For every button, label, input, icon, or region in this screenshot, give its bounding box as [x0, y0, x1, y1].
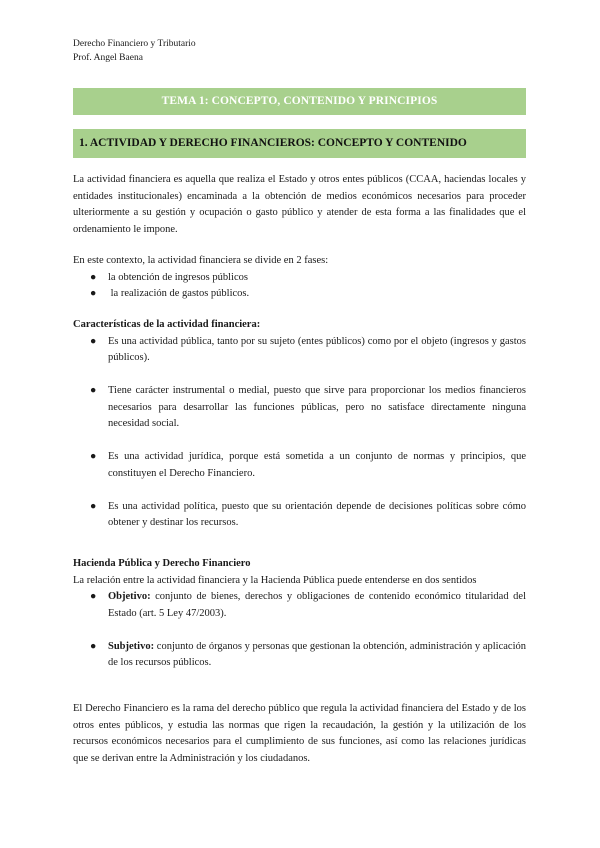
list-item: ● Es una actividad pública, tanto por su sujeto (entes públicos) como por el objeto (ingresos y gastos públicos).: [90, 335, 526, 363]
phases-intro: En este contexto, la actividad financiera se divide en 2 fases:: [73, 255, 329, 266]
bullet-icon: ●: [90, 500, 97, 512]
characteristics-block: [73, 317, 526, 532]
characteristics-heading: Características de la actividad financiera:: [73, 319, 261, 330]
intro-paragraph: La actividad financiera es aquella que realiza el Estado y otros entes públicos (CCAA, haciendas locales y entidades institucionales) encaminada a la obtención de medios económicos necesarios para proceder ulteriormente a su gestión y ocupación o gasto público y atender de esta forma a las finalidades que el ordenamiento le impone.: [73, 174, 526, 235]
hacienda-heading: Hacienda Pública y Derecho Financiero: [73, 558, 251, 569]
list-item: ● Es una actividad jurídica, porque está sometida a un conjunto de normas y principios, que constituyen el Derecho Financiero.: [90, 451, 526, 479]
bullet-icon: ●: [90, 271, 97, 283]
list-item: ● Subjetivo: conjunto de órganos y personas que gestionan la obtención, administración y aplicación de los recursos públicos.: [90, 640, 526, 668]
bullet-icon: ●: [90, 385, 97, 396]
list-item: ● Es una actividad política, puesto que su orientación depende de decisiones políticas sobre cómo obtener y destinar los recursos.: [90, 500, 526, 528]
bullet-icon: ●: [90, 451, 97, 462]
bullet-icon: ●: [90, 335, 97, 347]
bullet-icon: ●: [90, 288, 97, 299]
list-item: ● la realización de gastos públicos.: [73, 286, 526, 303]
bullet-icon: ●: [90, 591, 97, 602]
theme-title-banner: TEMA 1: CONCEPTO, CONTENIDO Y PRINCIPIOS: [73, 88, 526, 115]
list-item: ● Objetivo: conjunto de bienes, derechos y obligaciones de contenido económico titularidad del Estado (art. 5 Ley 47/2003).: [90, 591, 526, 619]
phases-list: [73, 270, 526, 303]
hacienda-intro: La relación entre la actividad financiera y la Hacienda Pública puede entenderse en dos sentidos: [73, 574, 477, 586]
term-subjetivo: Subjetivo:: [108, 640, 155, 652]
professor-name: Prof. Angel Baena: [73, 53, 143, 63]
phases-block: [73, 253, 526, 303]
section-title-banner: 1. ACTIVIDAD Y DERECHO FINANCIEROS: CONCEPTO Y CONTENIDO: [73, 129, 526, 158]
list-item: ● Tiene carácter instrumental o medial, puesto que sirve para proporcionar los medios financieros necesarios para desarrollar las funciones públicas, pero no satisface directamente ninguna necesidad social.: [90, 385, 526, 429]
term-objetivo: Objetivo:: [108, 591, 151, 602]
hacienda-list: [73, 589, 526, 672]
closing-paragraph: El Derecho Financiero es la rama del derecho público que regula la actividad financiera del Estado y de los otros entes públicos, y estudia las normas que rigen la recaudación, la gestión y la utilización de los recursos económicos necesarios para el cumplimiento de sus funciones, así como las relaciones jurídicas que se derivan entre la Administración y los ciudadanos.: [73, 703, 526, 764]
hacienda-block: [73, 556, 526, 672]
list-item: ● la obtención de ingresos públicos: [73, 270, 526, 287]
bullet-icon: ●: [90, 640, 97, 652]
page-header: [73, 37, 196, 65]
course-name: Derecho Financiero y Tributario: [73, 39, 196, 49]
characteristics-list: [73, 334, 526, 532]
